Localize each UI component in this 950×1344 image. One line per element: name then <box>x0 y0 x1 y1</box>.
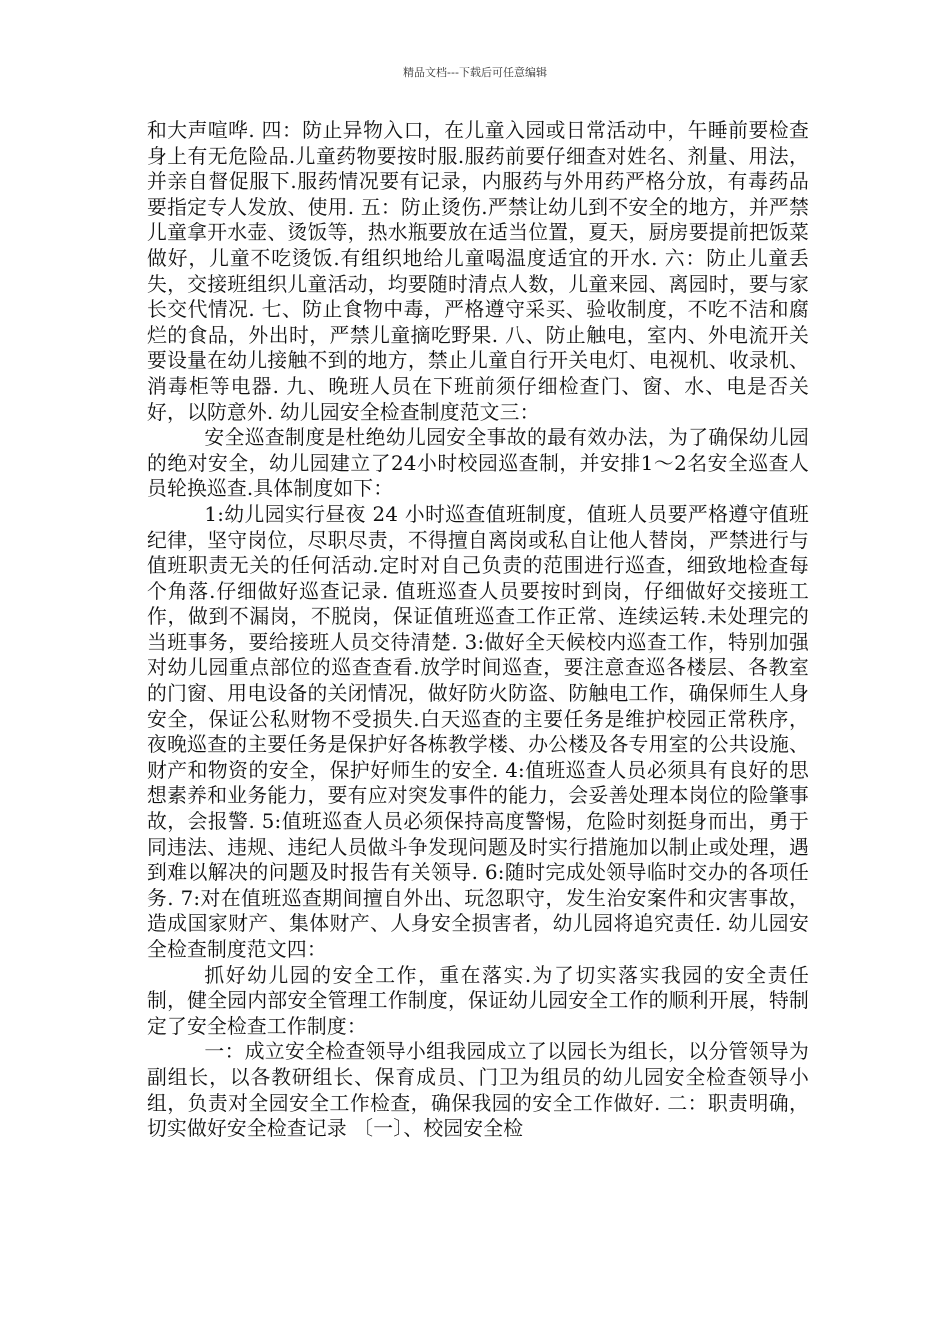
document-body <box>147 118 809 1142</box>
paragraph: 一：成立安全检查领导小组我园成立了以园长为组长，以分管领导为副组长，以各教研组长、保育成员、门卫为组员的幼儿园安全检查领导小组，负责对全园安全工作检查，确保我园的安全工作做好. 二：职责明确，切实做好安全检查记录 〔一〕、校园安全检 <box>147 1040 809 1141</box>
paragraph: 抓好幼儿园的安全工作，重在落实.为了切实落实我园的安全责任制，健全园内部安全管理工作制度，保证幼儿园安全工作的顺利开展，特制定了安全检查工作制度： <box>147 963 809 1038</box>
paragraph: 1:幼儿园实行昼夜 24 小时巡查值班制度，值班人员要严格遵守值班纪律，坚守岗位，尽职尽责，不得擅自离岗或私自让他人替岗，严禁进行与值班职责无关的任何活动.定时对自己负责的范围进行巡查，细致地检查每 个角落.仔细做好巡查记录. 值班巡查人员要按时到岗，仔细做好交接班工作，做到不漏岗，不脱岗，保证值班巡查工作正常、连续运转.未处理完的当班事务，要给接班人员交待清楚. 3:做好全天候校内巡查工作，特别加强对幼儿园重点部位的巡查查看.放学时间巡查，要注意查巡各楼层、各教室的门窗、用电设备的关闭情况，做好防火防盗、防触电工作，确保师生人身安全，保证公私财物不受损失.白天巡查的主要任务是维护校园正常秩序，夜晚巡查的主要任务是保护好各栋教学楼、办公楼及各专用室的公共设施、财产和物资的安全，保护好师生的安全. 4:值班巡查人员必须具有良好的思想素养和业务能力，要有应对突发事件的能力，会妥善处理本岗位的险肇事故，会报警. 5:值班巡查人员必须保持高度警惕，危险时刻挺身而出，勇于同违法、违规、违纪人员做斗争发现问题及时实行措施加以制止或处理，遇到难以解决的问题及时报告有关领导. 6:随时完成处领导临时交办的各项任务. 7:对在值班巡查期间擅自外出、玩忽职守，发生治安案件和灾害事故，造成国家财产、集体财产、人身安全损害者，幼儿园将追究责任. 幼儿园安全检查制度范文四： <box>147 502 809 961</box>
paragraph: 安全巡查制度是杜绝幼儿园安全事故的最有效办法，为了确保幼儿园的绝对安全，幼儿园建立了24小时校园巡查制，并安排1～2名安全巡查人员轮换巡查.具体制度如下： <box>147 426 809 501</box>
page-header: 精品文档---下载后可任意编辑 <box>403 66 547 79</box>
paragraph: 和大声喧哗. 四：防止异物入口，在儿童入园或日常活动中，午睡前要检查身上有无危险品.儿童药物要按时服.服药前要仔细查对姓名、剂量、用法，并亲自督促服下.服药情况要有记录，内服药与外用药严格分放，有毒药品要指定专人发放、使用. 五：防止烫伤.严禁让幼儿到不安全的地方，并严禁儿童拿开水壶、烫饭等，热水瓶要放在适当位置，夏天，厨房要提前把饭菜做好，儿童不吃烫饭.有组织地给儿童喝温度适宜的开水. 六：防止儿童丢失，交接班组织儿童活动，均要随时清点人数，儿童来园、离园时，要与家长交代情况. 七、防止食物中毒，严格遵守采买、验收制度，不吃不洁和腐烂的食品，外出时，严禁儿童摘吃野果. 八、防止触电，室内、外电流开关要设量在幼儿接触不到的地方，禁止儿童自行开关电灯、电视机、收录机、消毒柜等电器. 九、晚班人员在下班前须仔细检查门、窗、水、电是否关好，以防意外. 幼儿园安全检查制度范文三： <box>147 119 809 424</box>
